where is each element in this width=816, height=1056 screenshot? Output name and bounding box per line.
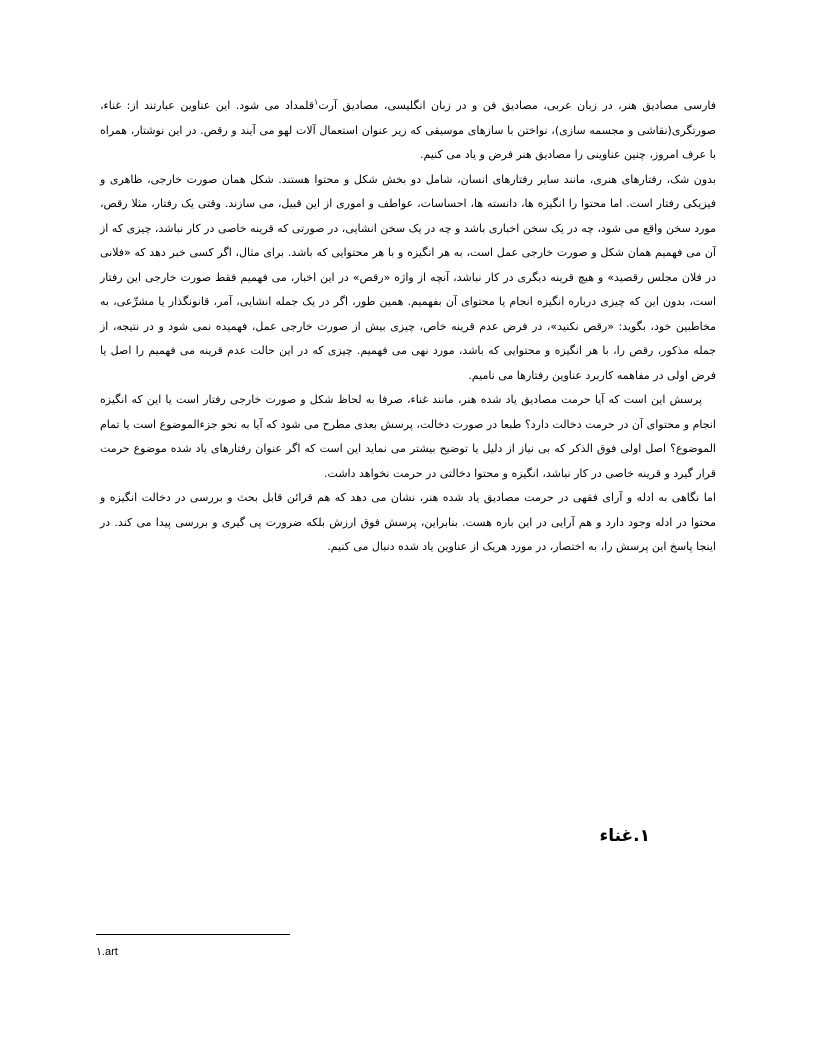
- paragraph-intro-text-1: فارسی مصادیق هنر، در زبان عربی، مصادیق فن و در زبان انگلیسی، مصادیق آرت: [318, 99, 717, 112]
- footnote-text: ۱.art: [96, 946, 118, 958]
- paragraph-intro: [100, 94, 716, 168]
- paragraph-review: اما نگاهی به ادله و آرای فقهی در حرمت مصادیق یاد شده هنر، نشان می دهد که هم قرائن قابل بحث و بررسی در دخالت انگیزه و محتوا در ادله وجود دارد و هم آرایی در این باره هست. بنابراین، پرسش فوق ارزش بلکه ضرورت پی گیری و بررسی پیدا می کند. در اینجا پاسخ این پرسش را، به اختصار، در مورد هریک از عناوین یاد شده دنبال می کنیم.: [100, 491, 716, 553]
- footnote-separator: [96, 934, 290, 935]
- paragraph-question: پرسش این است که آیا حرمت مصادیق یاد شده هنر، مانند غناء، صرفا به لحاظ شکل و صورت خارجی رفتار است یا این که انگیزه انجام و محتوای آن در حرمت دخالت دارد؟ طبعا در صورت دخالت، پرسش بعدی مطرح می شود که آیا به نحو جزءالموضوع است یا تمام الموضوع؟ اصل اولی فوق الذکر که بی نیاز از دلیل یا توضیح بیشتر می نماید این است که اگر عنوان رفتارهای یاد شده موضوع حرمت قرار گیرد و قرینه خاصی در کار نباشد، انگیزه و محتوا دخالتی در حرمت نخواهد داشت.: [100, 393, 716, 480]
- paragraph-intro-text-2: قلمداد می شود. این عناوین عبارتند از: غناء، صورتگری(نقاشی و مجسمه سازی)، نواختن با سازهای موسیقی که زیر عنوان استعمال آلات لهو می آیند و رقص. در این نوشتار، همراه با عرف امروز، چنین عناوینی را مصادیق هنر فرض و یاد می کنیم.: [100, 99, 716, 161]
- section-heading: ۱.غناء: [599, 826, 650, 846]
- body-text: [100, 94, 716, 560]
- paragraph-form-content: بدون شک، رفتارهای هنری، مانند سایر رفتارهای انسان، شامل دو بخش شکل و محتوا هستند. شکل همان صورت خارجی، ظاهری و فیزیکی رفتار است. اما محتوا را انگیزه ها، دانسته ها، احساسات، عواطف و اموری از این قبیل، می سازند. وقتی یک رفتار، مثلا رقص، مورد سخن واقع می شود، چه در یک سخن اخباری باشد و چه در یک سخن انشایی، در صورتی که قرینه خاصی در کار نباشد، چیزی که از آن می فهمیم همان شکل و صورت خارجی عمل است، به هر انگیزه و با هر محتوایی که باشد. برای مثال، اگر کسی خبر دهد که «فلانی در فلان مجلس رقصید» و هیچ قرینه دیگری در کار نباشد، آنچه از واژه «رقص» در این اخبار، می فهمیم فقط صورت خارجی این رفتار است، بدون این که چیزی درباره انگیزه انجام یا محتوای آن بفهمیم. همین طور، اگر در یک جمله انشایی، آمر، قانونگذار یا مشرِّعی، به مخاطبین خود، بگوید: «رقص نکنید»، در فرض عدم قرینه خاص، چیزی بیش از صورت خارجی عمل، فهمیده نمی شود و در نتیجه، از جمله مذکور، رقص را، با هر انگیزه و محتوایی که باشد، مورد نهی می فهمیم. چیزی که در این حالت عدم قرینه می فهمیم را اصل یا فرض اولی در مفاهمه کاربرد عناوین رفتارها می نامیم.: [100, 172, 716, 382]
- footnote-reference[interactable]: ۱: [314, 97, 319, 107]
